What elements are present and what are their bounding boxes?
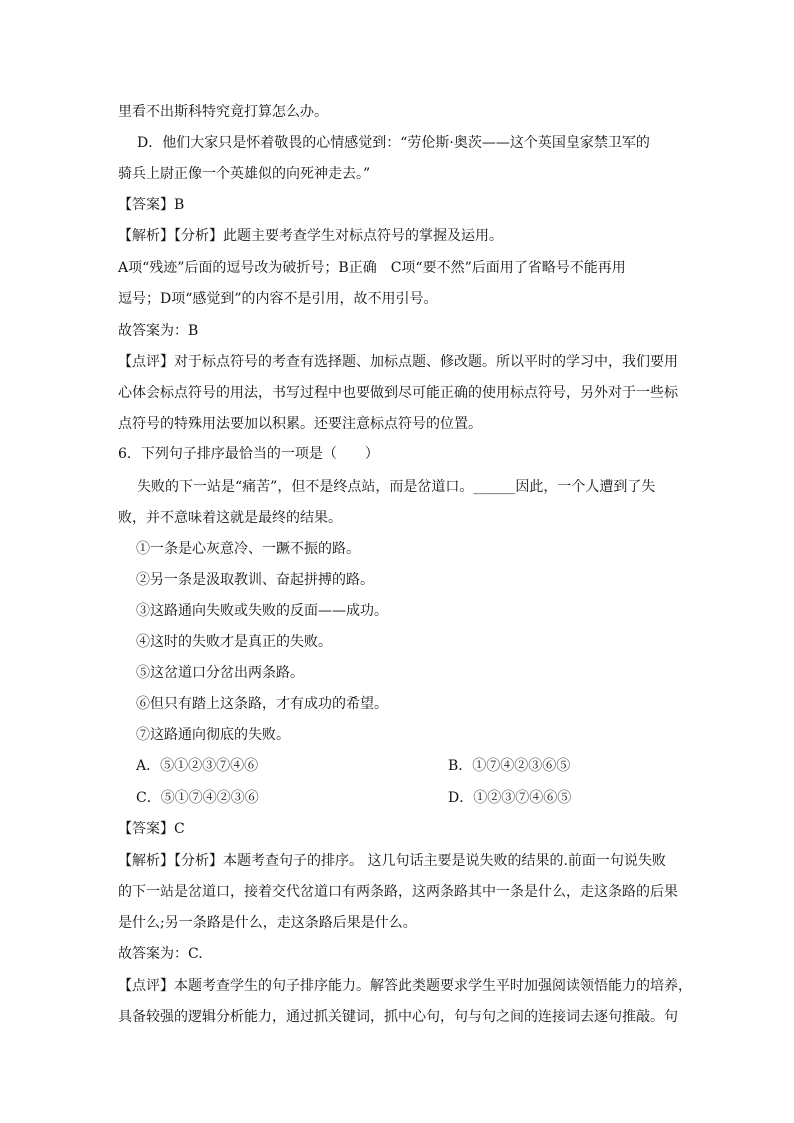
sentence-item: ②另一条是汲取教训、奋起拼搏的路。 [136, 572, 374, 588]
final-answer: 故答案为：C. [118, 946, 203, 962]
question-6-title: 6．下列句子排序最恰当的一项是（ ） [118, 446, 379, 462]
choice-a: A．⑤①②③⑦④⑥ [136, 758, 259, 774]
analysis-text: A项“残迹”后面的逗号改为破折号；B正确 C项“要不然”后面用了省略号不能再用 [118, 260, 626, 276]
comment-text: 具备较强的逻辑分析能力，通过抓关键词，抓中心句，句与句之间的连接词去逐句推敲。句 [118, 1009, 678, 1025]
analysis-text: 是什么;另一条路是什么，走这条路后果是什么。 [118, 915, 417, 931]
answer-label: 【答案】B [118, 197, 185, 213]
choice-b: B．①⑦④②③⑥⑤ [448, 758, 571, 774]
sentence-item: ④这时的失败才是真正的失败。 [136, 634, 332, 650]
question-passage: 失败的下一站是“痛苦”，但不是终点站，而是岔道口。______因此，一个人遭到了失 [137, 479, 656, 495]
sentence-item: ③这路通向失败或失败的反面——成功。 [136, 603, 388, 619]
analysis-text: 的下一站是岔道口，接着交代岔道口有两条路，这两条路其中一条是什么，走这条路的后果 [118, 884, 678, 900]
comment-text: 【点评】本题考查学生的句子排序能力。解答此类题要求学生平时加强阅读领悟能力的培养， [118, 978, 692, 994]
sentence-item: ⑥但只有踏上这条路，才有成功的希望。 [136, 696, 388, 712]
answer-label: 【答案】C [118, 821, 185, 837]
choice-d: D．①②③⑦④⑥⑤ [448, 790, 572, 806]
sentence-item: ⑤这岔道口分岔出两条路。 [136, 665, 304, 681]
option-d-text: D．他们大家只是怀着敬畏的心情感觉到：“劳伦斯·奥茨——这个英国皇家禁卫军的 [137, 135, 650, 151]
sentence-item: ⑦这路通向彻底的失败。 [136, 727, 290, 743]
comment-text: 心体会标点符号的用法，书写过程中也要做到尽可能正确的使用标点符号，另外对于一些标 [118, 385, 678, 401]
text-line: 骑兵上尉正像一个英雄似的向死神走去。” [118, 166, 371, 182]
analysis-text: 【解析】【分析】本题考查句子的排序。 这几句话主要是说失败的结果的.前面一句说失败 [118, 853, 666, 869]
analysis-text: 【解析】【分析】此题主要考查学生对标点符号的掌握及运用。 [118, 228, 503, 244]
comment-text: 【点评】对于标点符号的考查有选择题、加标点题、修改题。所以平时的学习中，我们要用 [118, 354, 678, 370]
question-passage: 败，并不意味着这就是最终的结果。 [118, 510, 342, 526]
sentence-item: ①一条是心灰意冷、一蹶不振的路。 [136, 541, 360, 557]
text-line: 里看不出斯科特究竟打算怎么办。 [118, 104, 328, 120]
choice-c: C．⑤①⑦④②③⑥ [136, 790, 259, 806]
analysis-text: 逗号；D项“感觉到”的内容不是引用，故不用引号。 [118, 291, 438, 307]
final-answer: 故答案为：B [118, 323, 199, 339]
comment-text: 点符号的特殊用法要加以积累。还要注意标点符号的位置。 [118, 416, 482, 432]
